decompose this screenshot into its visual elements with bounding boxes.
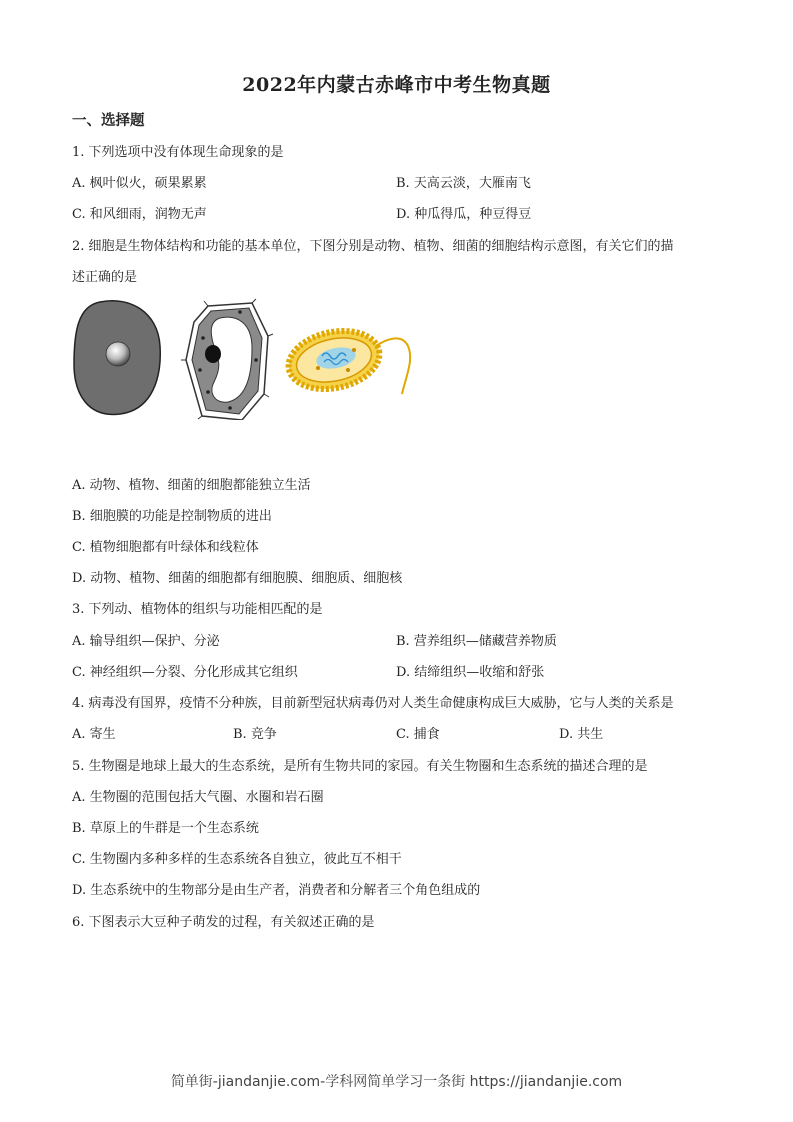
question-3-option-d: D. 结缔组织—收缩和舒张	[396, 665, 545, 680]
page-title: 2022年内蒙古赤峰市中考生物真题	[242, 74, 551, 96]
question-2-option-a: A. 动物、植物、细菌的细胞都能独立生活	[72, 478, 311, 493]
section-heading: 一、选择题	[72, 112, 145, 129]
question-3-option-b: B. 营养组织—储藏营养物质	[396, 634, 557, 649]
question-2-stem-line1: 2. 细胞是生物体结构和功能的基本单位，下图分别是动物、植物、细菌的细胞结构示意图，有关它们的描	[72, 239, 674, 254]
question-4-option-b: B. 竞争	[233, 727, 277, 742]
question-4-option-d: D. 共生	[559, 727, 604, 742]
question-2-option-c: C. 植物细胞都有叶绿体和线粒体	[72, 540, 259, 555]
question-2-stem-line2: 述正确的是	[72, 270, 138, 285]
question-5-option-b: B. 草原上的牛群是一个生态系统	[72, 821, 259, 836]
question-1-option-c: C. 和风细雨，润物无声	[72, 207, 207, 222]
question-6-stem: 6. 下图表示大豆种子萌发的过程，有关叙述正确的是	[72, 915, 375, 930]
question-1-option-d: D. 种瓜得瓜，种豆得豆	[396, 207, 532, 222]
question-2-option-b: B. 细胞膜的功能是控制物质的进出	[72, 509, 272, 524]
question-4-stem: 4. 病毒没有国界，疫情不分种族，目前新型冠状病毒仍对人类生命健康构成巨大威胁，它与人类的关系是	[72, 696, 674, 711]
cell-diagrams-figure	[70, 298, 420, 420]
question-4-option-a: A. 寄生	[72, 727, 116, 742]
question-1-option-b: B. 天高云淡，大雁南飞	[396, 176, 531, 191]
footer-watermark-text: 简单街-jiandanjie.com-学科网简单学习一条街 https://jiandanjie.com	[170, 1074, 623, 1090]
question-2-option-d: D. 动物、植物、细菌的细胞都有细胞膜、细胞质、细胞核	[72, 571, 403, 586]
question-5-option-d: D. 生态系统中的生物部分是由生产者，消费者和分解者三个角色组成的	[72, 883, 481, 898]
question-5-option-a: A. 生物圈的范围包括大气圈、水圈和岩石圈	[72, 790, 324, 805]
question-3-option-a: A. 输导组织—保护、分泌	[72, 634, 220, 649]
question-5-stem: 5. 生物圈是地球上最大的生态系统，是所有生物共同的家园。有关生物圈和生态系统的描述合理的是	[72, 759, 648, 774]
question-1-stem: 1. 下列选项中没有体现生命现象的是	[72, 145, 284, 160]
plant-cell-diagram	[181, 299, 273, 420]
question-1-option-a: A. 枫叶似火，硕果累累	[72, 176, 207, 191]
question-3-stem: 3. 下列动、植物体的组织与功能相匹配的是	[72, 602, 323, 617]
question-3-option-c: C. 神经组织—分裂、分化形成其它组织	[72, 665, 298, 680]
question-4-option-c: C. 捕食	[396, 727, 440, 742]
bacterium-diagram	[283, 323, 410, 397]
question-5-option-c: C. 生物圈内多种多样的生态系统各自独立，彼此互不相干	[72, 852, 402, 867]
animal-cell-diagram	[74, 301, 160, 415]
